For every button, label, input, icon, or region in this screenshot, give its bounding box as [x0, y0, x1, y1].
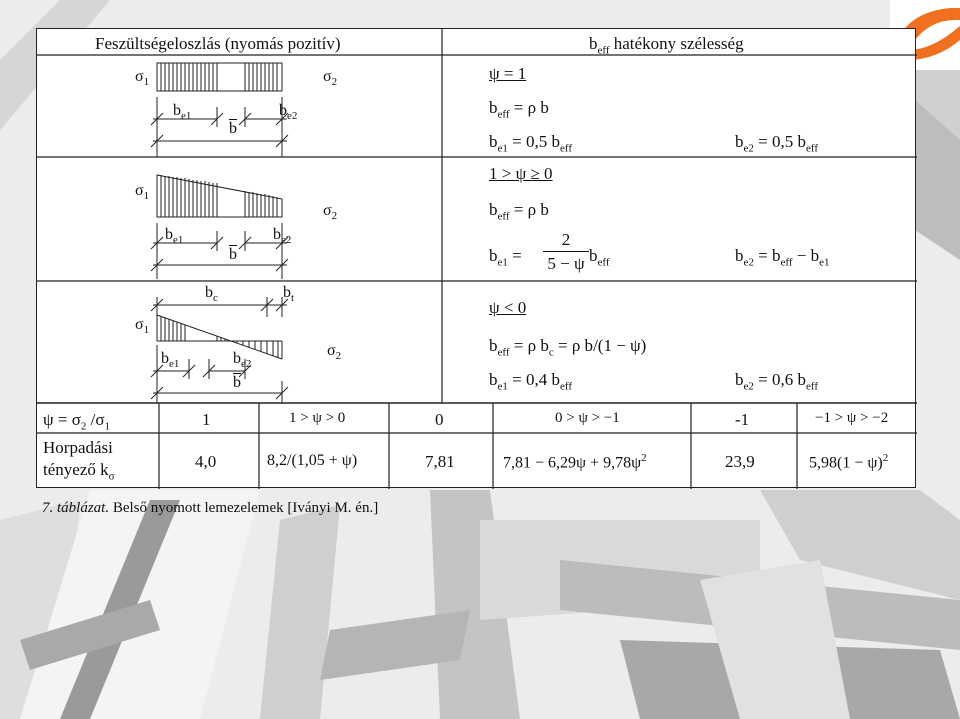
header-eff: eff [597, 44, 610, 57]
psi-value-1: 1 [202, 410, 211, 429]
psi-value-2: 1 > ψ > 0 [289, 410, 346, 426]
k-value-5: 23,9 [725, 452, 755, 471]
k-value-6: $5,98(1 - \psi)^2$ [809, 452, 889, 472]
k-value-2: 8,2/(1,05 + ψ) [267, 452, 358, 469]
row3-be2: $b_{e2} = 0,6$ $b_{eff}$ [735, 370, 818, 393]
psi-value-6: −1 > ψ > −2 [815, 410, 889, 426]
sigma1-label-3: $\sigma_1$ [135, 316, 150, 337]
psi-value-4: 0 > ψ > −1 [555, 410, 620, 426]
row2-condition: 1 > ψ ≥ 0 [489, 164, 553, 183]
table-caption [42, 500, 378, 517]
header-rest: hatékony szélesség [609, 34, 744, 53]
row3-beff: $b_{eff} = \rho$ $b_c = \rho$ b/(1 − ψ) [489, 336, 647, 359]
sigma1-label-2: $\sigma_1$ [135, 182, 150, 203]
fraction-bar [543, 251, 589, 252]
bbar-label-3: $\overline{b}$ [233, 374, 241, 391]
k-value-4: $7,81 - 6,29\psi + 9,78\psi^2$ [503, 452, 647, 472]
row1-be2: $b_{e2} = 0,5$ $b_{eff}$ [735, 132, 818, 155]
header-stress-distribution: Feszültségeloszlás (nyomás pozitív) [95, 34, 341, 53]
be1-label-1: $b_{e1}$ [173, 102, 192, 123]
fraction-numerator: 2 [561, 230, 571, 249]
diagram-uniform-stress [117, 57, 347, 157]
k-value-1: 4,0 [195, 452, 217, 471]
row1-beff: $b_{eff} = \rho$ b [489, 98, 549, 121]
bbar-label-1: $\overline{b}$ [229, 120, 237, 137]
row2-be1-tail: $b_{eff}$ [589, 246, 610, 269]
diagram-bending-stress [117, 285, 347, 403]
k-label-line1: Horpadási [43, 438, 113, 457]
header-effective-width [589, 35, 744, 56]
header-b: b [589, 34, 598, 53]
psi-value-3: 0 [435, 410, 444, 429]
caption-number: 7. táblázat. [42, 500, 110, 516]
k-label-line2: tényező $k_\sigma$ [43, 460, 115, 483]
sigma1-label-1: $\sigma_1$ [135, 68, 150, 89]
bbar-label-2: $\overline{b}$ [229, 246, 237, 263]
bt-label: $b_t$ [283, 284, 295, 305]
row3-condition: ψ < 0 [489, 298, 527, 317]
row2-be1: $b_{e1}$ = [489, 246, 522, 269]
be1-label-3: $b_{e1}$ [161, 350, 180, 371]
row3-be1: $b_{e1} = 0,4$ $b_{eff}$ [489, 370, 572, 393]
row1-be1: $b_{e1} = 0,5$ $b_{eff}$ [489, 132, 572, 155]
bc-label: $b_c$ [205, 284, 218, 305]
k-value-3: 7,81 [425, 452, 455, 471]
row2-beff: $b_{eff} = \rho$ b [489, 200, 549, 223]
sigma2-label-3: $\sigma_2$ [327, 342, 342, 363]
be1-label-2: $b_{e1}$ [165, 226, 184, 247]
be2-label-2: $b_{e2}$ [273, 226, 292, 247]
table-sheet [36, 28, 916, 488]
row2-fraction [543, 231, 589, 272]
psi-value-5: -1 [735, 410, 750, 429]
be2-label-3: $b_{e2}$ [233, 350, 252, 371]
caption-text: Belső nyomott lemezelemek [Iványi M. én.] [109, 500, 379, 516]
sigma2-label-1: $\sigma_2$ [323, 68, 338, 89]
row2-be2: $b_{e2} = b_{eff} - b_{e1}$ [735, 246, 830, 269]
fraction-denominator: 5 − ψ [547, 254, 585, 273]
psi-definition: $\psi = \sigma_2$ $/\sigma_1$ [43, 410, 111, 433]
be2-label-1: $b_{e2}$ [279, 102, 298, 123]
row1-condition: ψ = 1 [489, 64, 527, 83]
sigma2-label-2: $\sigma_2$ [323, 202, 338, 223]
